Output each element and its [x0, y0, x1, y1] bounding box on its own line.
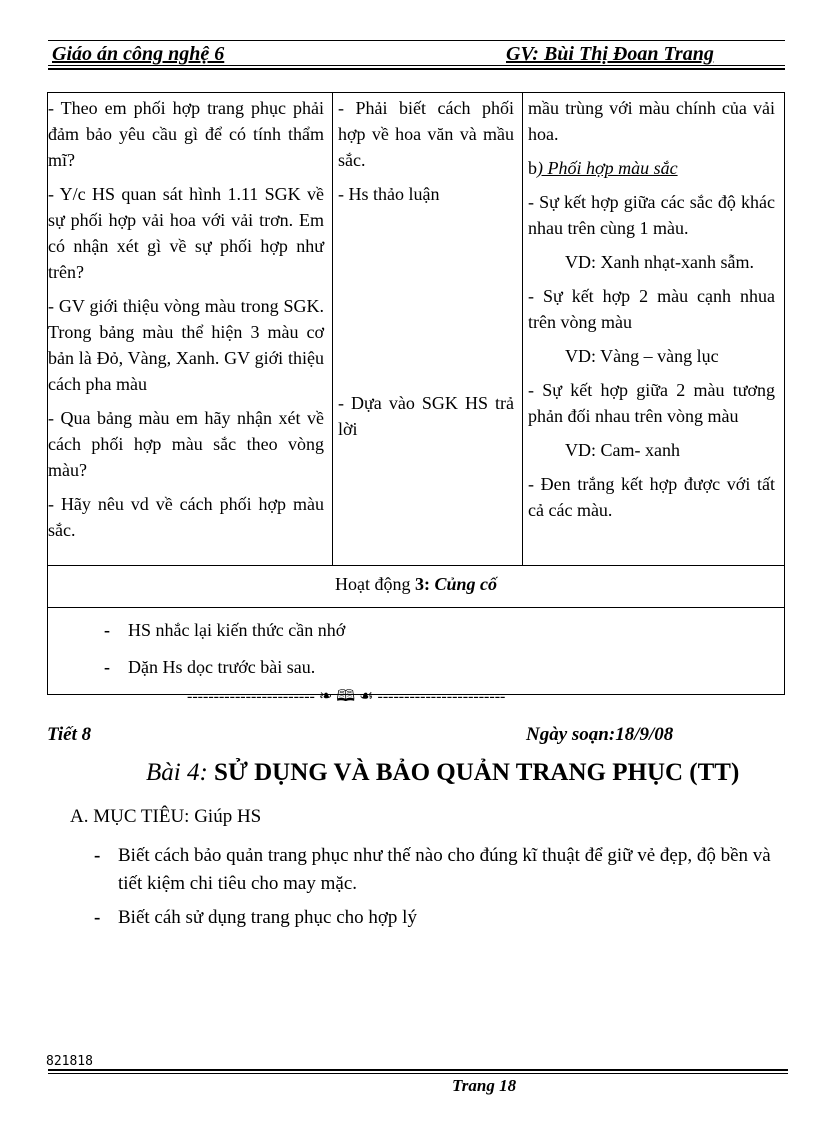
content-item: - Sự kết hợp giữa 2 màu tương phản đối nhau trên vòng màu — [528, 380, 775, 426]
teacher-item: - Y/c HS quan sát hình 1.11 SGK về sự phối hợp vải hoa với vải trơn. Em có nhận xét gì về sự phối hợp như trên? — [48, 184, 324, 282]
prepared-date: Ngày soạn:18/9/08 — [526, 724, 674, 745]
list-item: - Dặn Hs dọc trước bài sau. — [104, 657, 316, 677]
list-item: - HS nhắc lại kiến thức cần nhớ — [104, 620, 346, 640]
content-item: - Sự kết hợp giữa các sắc độ khác nhau trên cùng 1 màu. — [528, 192, 775, 238]
section-separator: ------------------------ ❧ 🕮 ☙ ------------------------ — [187, 688, 506, 705]
objective-item: - Biết cách bảo quản trang phục như thế nào cho đúng kĩ thuật để giữ vẻ đẹp, độ bền và tiết kiệm chi tiêu cho may mặc. — [94, 845, 771, 894]
period-label: Tiết 8 — [47, 724, 92, 745]
teacher-item: - GV giới thiệu vòng màu trong SGK. Trong bảng màu thể hiện 3 màu cơ bản là Đỏ, Vàng, Xanh. GV giới thiệu cách pha màu — [48, 296, 324, 394]
consolidation-list — [48, 608, 784, 694]
header-subject: Giáo án công nghệ 6 — [52, 43, 225, 65]
content-example: VD: Xanh nhạt-xanh sẫm. — [565, 252, 754, 272]
table-row-content — [48, 93, 784, 566]
teacher-item: - Theo em phối hợp trang phục phải đảm bảo yêu cầu gì để có tính thẩm mĩ? — [48, 98, 324, 170]
student-activity-column — [333, 93, 523, 565]
lesson-table — [47, 92, 785, 695]
header-rule-top — [48, 40, 785, 41]
student-item: - Hs thảo luận — [338, 184, 440, 204]
teacher-item: - Qua bảng màu em hãy nhận xét về cách phối hợp màu sắc theo vòng màu? — [48, 408, 324, 480]
header-rule-bottom — [48, 65, 785, 66]
content-example: VD: Vàng – vàng lục — [565, 346, 719, 366]
activity-heading: Hoạt động 3: Củng cố — [48, 566, 784, 608]
page-number: Trang 18 — [452, 1076, 517, 1095]
lesson-title: Bài 4: SỬ DỤNG VÀ BẢO QUẢN TRANG PHỤC (TT) — [146, 759, 740, 786]
objective-item: - Biết cáh sử dụng trang phục cho hợp lý — [94, 907, 417, 928]
content-column — [523, 93, 783, 565]
objectives-heading: A. MỤC TIÊU: Giúp HS — [70, 806, 262, 827]
student-item: - Phải biết cách phối hợp về hoa văn và mầu sắc. — [338, 98, 514, 170]
teacher-item: - Hãy nêu vd về cách phối hợp màu sắc. — [48, 494, 324, 540]
header-teacher: GV: Bùi Thị Đoan Trang — [506, 43, 714, 65]
document-code: 821818 — [46, 1054, 93, 1069]
content-item: mầu trùng với màu chính của vải hoa. — [528, 98, 775, 144]
student-item: - Dựa vào SGK HS trả lời — [338, 393, 514, 439]
content-subheading: b) Phối hợp màu sắc — [528, 158, 678, 178]
content-item: - Sự kết hợp 2 màu cạnh nhua trên vòng màu — [528, 286, 775, 332]
teacher-activity-column — [48, 93, 333, 565]
content-item: - Đen trắng kết hợp được với tất cả các màu. — [528, 474, 775, 520]
header-rule-bottom-thick — [48, 68, 785, 70]
footer-rule-thin — [48, 1073, 788, 1074]
footer-rule — [48, 1069, 788, 1071]
content-example: VD: Cam- xanh — [565, 440, 680, 460]
